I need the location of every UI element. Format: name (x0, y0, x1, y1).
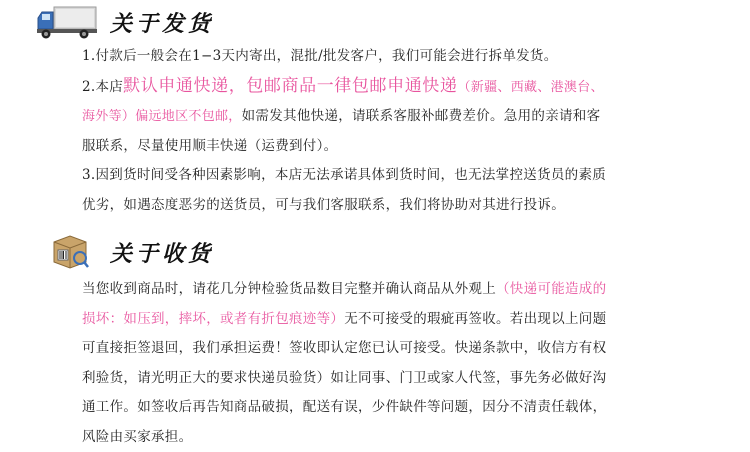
shipping-point-3-line-2: 优劣，如遇态度恶劣的送货员，可与我们客服联系，我们将协助对其进行投诉。 (82, 191, 722, 221)
receiving-line-3: 可直接拒签退回，我们承担运费！签收即认定您已认可接受。快递条款中，收信方有权 (82, 334, 722, 364)
receiving-header (50, 232, 214, 272)
receiving-line-1-note: （快递可能造成的 (496, 281, 606, 297)
receiving-line-1-text: 当您收到商品时，请花几分钟检验货品数目完整并确认商品从外观上 (82, 281, 496, 297)
receiving-line-6: 风险由买家承担。 (82, 423, 722, 452)
receiving-body (82, 275, 722, 452)
shipping-point-2-line-3: 服联系，尽量使用顺丰快递（运费到付）。 (82, 132, 722, 162)
shipping-point-2-line-1 (82, 72, 722, 103)
truck-icon (36, 4, 98, 40)
shipping-body (82, 42, 722, 220)
receiving-title: 关于收货 (110, 237, 214, 268)
package-barcode-icon (50, 232, 90, 272)
shipping-point-1: 1.付款后一般会在1−3天内寄出，混批/批发客户，我们可能会进行拆单发货。 (82, 42, 722, 72)
shipping-point-2-paren: （新疆、西藏、港澳台、 (458, 80, 604, 95)
receiving-line-5: 通工作。如签收后再告知商品破损，配送有误，少件缺件等问题，因分不清责任载体， (82, 393, 722, 423)
receiving-line-4: 利验货，请光明正大的要求快递员验货）如让同事、门卫或家人代签，事先务必做好沟 (82, 364, 722, 394)
receiving-line-2-note: 损坏：如压到，摔坏，或者有折包痕迹等） (82, 311, 344, 327)
receiving-line-1 (82, 275, 722, 305)
shipping-point-2-rest: 如需发其他快递，请联系客服补邮费差价。急用的亲请和客 (242, 108, 601, 124)
shipping-title: 关于发货 (110, 7, 214, 38)
receiving-line-2 (82, 305, 722, 335)
shipping-header (36, 2, 214, 42)
shipping-point-2-highlight: 默认申通快递，包邮商品一律包邮申通快递 (123, 76, 457, 96)
shipping-point-2-remote: 海外等）偏远地区不包邮， (82, 109, 242, 124)
shipping-point-2-prefix: 2.本店 (82, 79, 123, 95)
receiving-line-2-text: 无不可接受的瑕疵再签收。若出现以上问题 (344, 311, 606, 327)
shipping-point-2-line-2 (82, 102, 722, 132)
shipping-point-3-line-1: 3.因到货时间受各种因素影响，本店无法承诺具体到货时间，也无法掌控送货员的素质 (82, 161, 722, 191)
